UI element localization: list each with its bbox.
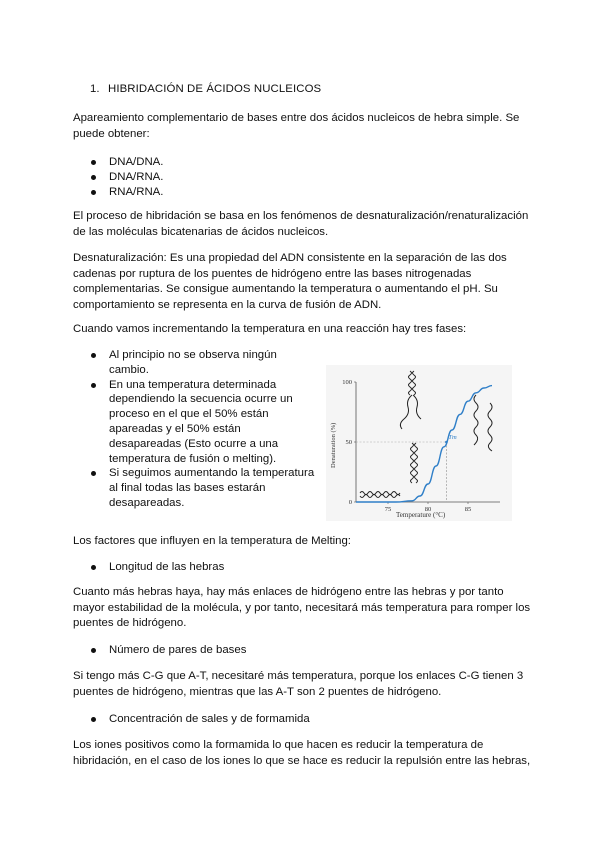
factor-list-3 [90,712,310,727]
section-number: 1. [90,83,100,95]
factor-base-pairs-explanation: Si tengo más C-G que A-T, necesitaré más temperatura, porque los enlaces C-G tienen 3 puentes de hidrógeno, mientras que las A-T son 2 puentes de hidrógeno. [73,670,524,698]
intro-paragraph: Apareamiento complementario de bases entre dos ácidos nucleicos de hebra simple. Se puede obtener: [73,112,520,140]
helix-layer [360,371,492,498]
y-tick-label: 100 [342,379,352,387]
factor-list-2 [90,643,246,658]
chart-ticks [342,379,471,513]
section-title: HIBRIDACIÓN DE ÁCIDOS NUCLEICOS [108,83,322,95]
phases-list [90,348,316,511]
x-tick-label: 80 [424,506,432,513]
melting-factors-intro: Los factores que influyen en la temperatura de Melting: [73,535,351,547]
x-tick-label: 85 [464,506,472,513]
section-heading [90,83,321,95]
denaturation-paragraph: Desnaturalización: Es una propiedad del ADN consistente en la separación de las dos cadenas por ruptura de los puentes de hidrógeno entre las bases nitrogenadas complementarias. Se consigue aumentando la temperatura o aumentando el pH. Su comportamiento se representa en la curva de fusión de ADN. [73,252,507,311]
list-item: DNA/RNA. [90,170,163,185]
chart-series [356,386,492,502]
partial-helix-icon [411,443,418,483]
factor-length-explanation: Cuanto más hebras haya, hay más enlaces de hidrógeno entre las hebras y por tanto mayor estabilidad de la molécula, y por tanto, necesitará más temperatura para romper los puentes de hidrógeno. [73,586,531,629]
factor-list-1 [90,560,224,575]
y-axis-label: Denaturation (%) [330,422,337,468]
list-item: RNA/RNA. [90,185,163,200]
double-helix-icon [360,492,400,498]
y-tick-label: 0 [348,499,352,507]
melting-curve-line [356,386,492,502]
single-strands-icon [474,395,492,451]
y-tick-label: 50 [345,439,352,447]
factor-salts-explanation: Los iones positivos como la formamida lo que hacen es reducir la temperatura de hibridación, en el caso de los iones lo que se hace es reducir la repulsión entre las hebras, [73,739,531,767]
separating-helix-icon [400,371,421,429]
list-item: En una temperatura determinada dependiendo la secuencia ocurre un proceso en el que el 50% están apareadas y el 50% están desapareadas (Esto ocurre a una temperatura de fusión o melting). [90,378,316,467]
list-item: Si seguimos aumentando la temperatura al final todas las bases estarán desapareadas. [90,466,316,510]
tm-label: Tm [448,434,457,441]
factor-salts-formamide: Concentración de sales y de formamida [90,712,310,727]
phases-intro: Cuando vamos incrementando la temperatura en una reacción hay tres fases: [73,323,467,335]
list-item: DNA/DNA. [90,155,163,170]
melting-curve-figure [326,365,512,521]
tm-point [445,441,448,444]
list-item: Al principio no se observa ningún cambio. [90,348,316,378]
factor-base-pairs: Número de pares de bases [90,643,246,658]
hybrid-types-list [90,155,163,199]
factor-length: Longitud de las hebras [90,560,224,575]
melting-curve-chart [326,365,512,521]
hybridization-paragraph: El proceso de hibridación se basa en los fenómenos de desnaturalización/renaturalización de las moléculas bicatenarias de ácidos nucleicos. [73,210,529,238]
x-axis-label: Temperature (°C) [396,511,446,519]
x-tick-label: 75 [384,506,392,513]
